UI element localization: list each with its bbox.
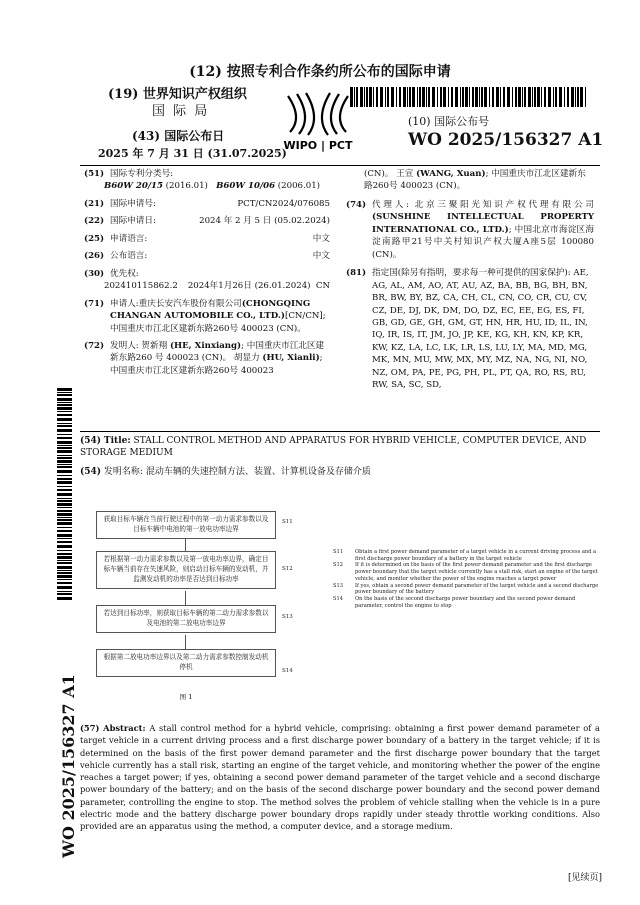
- inventors-continued: (CN)。 王宣 (WANG, Xuan); 中国重庆市江北区建新东路260号 400023 (CN)。: [364, 169, 586, 192]
- publication-number: WO 2025/156327 A1: [408, 130, 604, 150]
- organization-bureau: 国 际 局: [152, 104, 210, 119]
- flow-tag-s13: S13: [282, 614, 293, 620]
- legend-row-s13: S13 If yes, obtain a second power demand parameter of the target vehicle and a second discharge power boundary of the battery: [333, 582, 599, 596]
- legend-row-s12: S12 If it is determined on the basis of the first power demand parameter and the first discharge power boundary that the target vehicle currently has a stall risk, start an engine of the target vehicle, and monitor whether the power of the engine reaches a target power: [333, 562, 598, 582]
- flow-step-s11: 获取目标车辆在当前行驶过程中的第一动力需求参数以及目标车辆中电池的第一放电功率边界: [96, 511, 276, 539]
- figure-legend: [333, 549, 605, 609]
- legend-row-s11: S11 Obtain a first power demand parameter of a target vehicle in a current driving process and a first discharge power boundary of a battery in the target vehicle: [333, 549, 597, 562]
- field-72: (72) 发明人: 贺新翔 (HE, Xinxiang); 中国重庆市江北区建新东路260 号 400023 (CN)。 胡显力 (HU, Xianli); 中国重庆市江北区建新东路260号 400023: [84, 340, 325, 376]
- field-26: (26) 公布语言: 中文: [84, 251, 330, 262]
- header-divider: [80, 165, 600, 166]
- flow-arrow: [185, 635, 186, 649]
- side-publication-number: WO 2025/156327 A1: [59, 674, 78, 858]
- publication-date-label: (43) 国际公布日: [132, 129, 225, 143]
- legend-row-s14: S14 On the basis of the second discharge power boundary and the second power demand parameter, control the engine to stop: [333, 596, 576, 609]
- flow-tag-s12: S12: [282, 566, 293, 572]
- left-bibliographic-column: [84, 168, 330, 377]
- flowchart-figure: [96, 505, 292, 705]
- field-21: (21) 国际申请号: PCT/CN2024/076085: [84, 198, 330, 209]
- flow-step-s13: 若达到目标功率，则获取目标车辆的第二动力需求参数以及电池的第二放电功率边界: [96, 605, 276, 633]
- right-bibliographic-column: [346, 168, 594, 392]
- field-30: (30) 优先权:: [84, 268, 139, 279]
- organization-name: (19) 世界知识产权组织: [108, 87, 247, 102]
- field-22: (22) 国际申请日: 2024 年 2 月 5 日 (05.02.2024): [84, 216, 330, 227]
- flow-tag-s11: S11: [282, 519, 293, 525]
- publication-date: 2025 年 7 月 31 日 (31.07.2025): [98, 147, 287, 160]
- barcode-top: [350, 87, 590, 107]
- flow-arrow: [185, 591, 186, 605]
- field-74: (74) 代理人: 北京三聚阳光知识产权代理有限公司 (SUNSHINE INTELLECTUAL PROPERTY INTERNATIONAL CO., LTD.); 中国北京市海淀区海淀南路甲21号中关村知识产权大厦A座5层 100080 (CN)。: [346, 199, 594, 260]
- ipc-classes: B60W 20/15 (2016.01) B60W 10/06 (2006.01): [104, 181, 321, 192]
- publication-number-label: (10) 国际公布号: [408, 115, 490, 128]
- field-81: (81) 指定国(除另有指明，要求每一种可提供的国家保护): AE, AG, AL, AM, AO, AT, AU, AZ, BA, BB, BG, BH, BN, BR, BW, BY, BZ, CA, CH, CL, CN, CO, CR, CU, CV, CZ, DE, DJ, DK, DM, DO, DZ, EC, EE, EG, ES, FI, GB, GD, GE, GH, GM, GT, HN, HR, HU, ID, IL, IN, IQ, IR, IS, IT, JM, JO, JP, KE, KG, KH, KN, KP, KR, KW, KZ, LA, LC, LK, LR, LS, LU, LY, MA, MD, MG, MK, MN, MU, MW, MX, MY, MZ, NA, NG, NI, NO, NZ, OM, PA, PE, PG, PH, PL, PT, QA, RO, RS, RU, RW, SA, SC, SD,: [346, 268, 589, 391]
- flow-tag-s14: S14: [282, 668, 293, 674]
- continued-notice: [见续页]: [567, 873, 602, 883]
- barcode-side: [57, 388, 72, 603]
- title-english: (54) Title: STALL CONTROL METHOD AND APPARATUS FOR HYBRID VEHICLE, COMPUTER DEVICE, AND STORAGE MEDIUM: [80, 436, 587, 459]
- title-chinese: (54) 发明名称: 混动车辆的失速控制方法、装置、计算机设备及存储介质: [80, 467, 371, 477]
- document-title: (12) 按照专利合作条约所公布的国际申请: [189, 64, 451, 80]
- wipo-logo-text: WIPO | PCT: [283, 139, 353, 152]
- figure-caption: 图 1: [179, 693, 193, 701]
- abstract: (57) Abstract: A stall control method for a hybrid vehicle, comprising: obtaining a first power demand parameter of a target vehicle in a current driving process and a first discharge power boundary of a battery in the target vehicle; if it is determined on the basis of the first power demand parameter and the first discharge power boundary that the target vehicle currently has a stall risk, starting an engine of the target vehicle, and monitoring whether the power of the engine reaches a target power; if yes, obtaining a second power demand parameter of the target vehicle and a second discharge power boundary of the battery; and on the basis of the second discharge power boundary and the second power demand parameter, controlling the engine to stop. The method solves the problem of vehicle stalling when the vehicle is in a pure electric mode and the battery discharge power boundary drops rapidly under steady throttle working conditions. Also provided are an apparatus using the method, a computer device, and a storage medium.: [80, 723, 601, 832]
- field-51: (51) 国际专利分类号:: [84, 169, 174, 179]
- flow-step-s12: 若根据第一动力需求参数以及第一放电功率边界，确定目标车辆当前存在失速风险，则启动目标车辆的发动机，并监测发动机的功率是否达到目标功率: [96, 551, 276, 589]
- priority-entry: 202410115862.2 2024年1月26日 (26.01.2024) CN: [104, 281, 330, 292]
- flow-arrow: [185, 539, 186, 551]
- field-25: (25) 申请语言: 中文: [84, 233, 330, 244]
- flow-step-s14: 根据第二放电功率边界以及第二动力需求参数控制发动机停机: [96, 649, 276, 677]
- field-71: (71) 申请人:重庆长安汽车股份有限公司(CHONGQING CHANGAN AUTOMOBILE CO., LTD.)[CN/CN]; 中国重庆市江北区建新东路260号 400023 (CN)。: [84, 298, 326, 334]
- title-divider: [80, 431, 600, 432]
